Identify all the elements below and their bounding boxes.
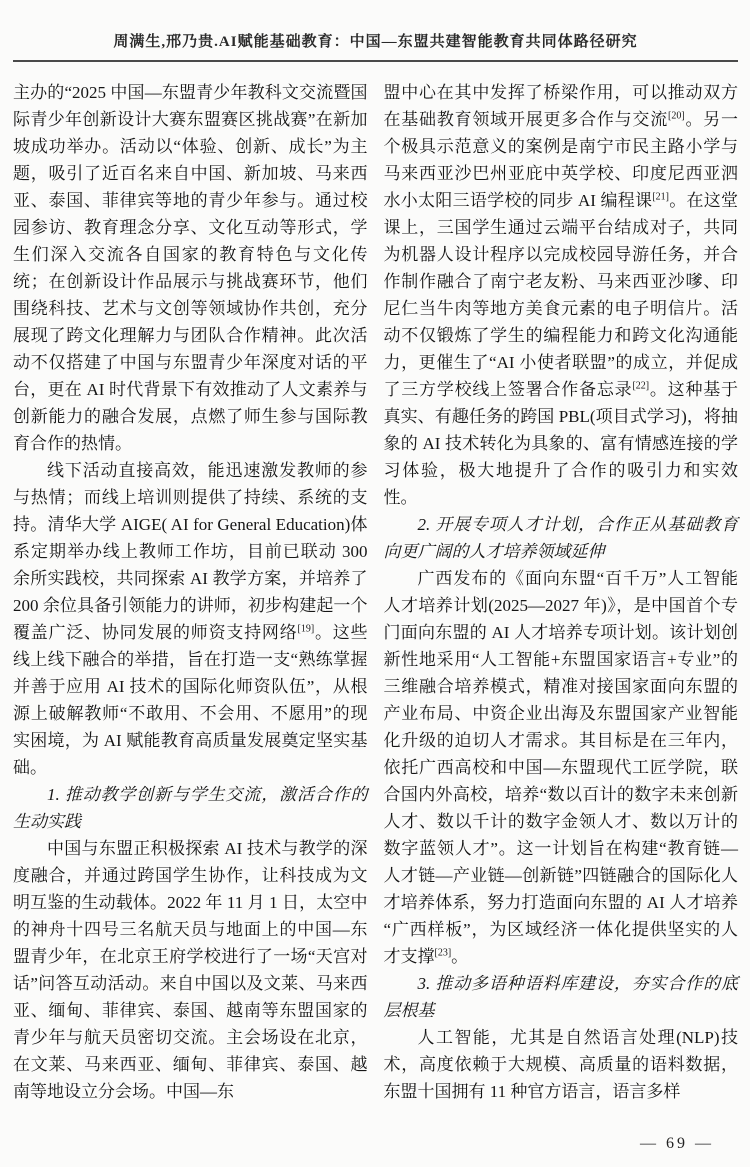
- paragraph-continuation: [13, 79, 368, 457]
- header-rule: [13, 60, 738, 62]
- text-run: 盟中心在其中发挥了桥梁作用，可以推动双方在基础教育领域开展更多合作与交流: [383, 83, 738, 129]
- text-run: 人工智能，尤其是自然语言处理(NLP)技术，高度依赖于大规模、高质量的语料数据，东盟十国拥有 11 种官方语言，语言多样: [383, 1028, 738, 1101]
- right-column: [384, 79, 739, 1105]
- text-run: 线下活动直接高效，能迅速激发教师的参与热情；而线上培训则提供了持续、系统的支持。清华大学 AIGE( AI for General Education)体系定期举办线上教师工作坊，目前已联动 300 余所实践校，共同探索 AI 教学方案，并培养了 200 余位具备引领能力的讲师，初步构建起一个覆盖广泛、协同发展的师资支持网络: [13, 461, 368, 642]
- citation-marker: [20]: [668, 110, 685, 122]
- paragraph: [384, 565, 739, 970]
- running-head-title: 周满生,邢乃贵.AI赋能基础教育：中国—东盟共建智能教育共同体路径研究: [113, 34, 638, 50]
- text-run: 。在这堂课上，三国学生通过云端平台结成对子，共同为机器人设计程序以完成校园导游任务，并合作制作融合了南宁老友粉、马来西亚沙嗲、印尼仁当牛肉等地方美食元素的电子明信片。活动不仅锻炼了学生的编程能力和跨文化沟通能力，更催生了“AI 小使者联盟”的成立，并促成了三方学校线上签署合作备忘录: [383, 191, 738, 399]
- text-run: 1. 推动教学创新与学生交流，激活合作的生动实践: [13, 785, 368, 831]
- text-run: 3. 推动多语种语料库建设，夯实合作的底层根基: [383, 974, 738, 1020]
- section-heading-2: [384, 511, 739, 565]
- text-run: 。: [451, 947, 469, 966]
- two-column-body: [13, 79, 738, 1105]
- text-run: 。另一个极具示范意义的案例是南宁市民主路小学与马来西亚沙巴州亚庇中英学校、印度尼西亚泗水小太阳三语学校的同步 AI 编程课: [383, 110, 739, 210]
- citation-marker: [19]: [297, 623, 315, 635]
- section-heading-1: [13, 781, 368, 835]
- text-run: 。这种基于真实、有趣任务的跨国 PBL(项目式学习)，将抽象的 AI 技术转化为具象的、富有情感连接的学习体验，极大地提升了合作的吸引力和实效性。: [383, 380, 739, 507]
- text-run: 。这些线上线下融合的举措，旨在打造一支“熟练掌握并善于应用 AI 技术的国际化师资队伍”，从根源上破解教师“不敢用、不会用、不愿用”的现实困境，为 AI 赋能教育高质量发展奠定坚实基础。: [13, 623, 368, 777]
- paragraph-continuation: [384, 79, 739, 511]
- citation-marker: [23]: [434, 947, 452, 959]
- page-number: — 69 —: [640, 1135, 714, 1152]
- paragraph: [13, 835, 368, 1105]
- paragraph: [384, 1024, 739, 1105]
- citation-marker: [22]: [632, 380, 650, 392]
- text-run: 中国与东盟正积极探索 AI 技术与教学的深度融合，并通过跨国学生协作，让科技成为文明互鉴的生动载体。2022 年 11 月 1 日，太空中的神舟十四号三名航天员与地面上的中国—东盟青少年，在北京王府学校进行了一场“天宫对话”问答互动活动。来自中国以及文莱、马来西亚、缅甸、菲律宾、泰国、越南等东盟国家的青少年与航天员密切交流。主会场设在北京，在文莱、马来西亚、缅甸、菲律宾、泰国、越南等地设立分会场。中国—东: [13, 839, 368, 1101]
- text-run: 广西发布的《面向东盟“百千万”人工智能人才培养计划(2025—2027 年)》，是中国首个专门面向东盟的 AI 人才培养专项计划。该计划创新性地采用“人工智能+东盟国家语言+专业”的三维融合培养模式，精准对接国家面向东盟的产业布局、中资企业出海及东盟国家产业智能化升级的迫切人才需求。其目标是在三年内，依托广西高校和中国—东盟现代工匠学院，联合国内外高校，培养“数以百计的数字未来创新人才、数以千计的数字金领人才、数以万计的数字蓝领人才”。这一计划旨在构建“教育链—人才链—产业链—创新链”四链融合的国际化人才培养体系，努力打造面向东盟的 AI 人才培养“广西样板”，为区域经济一体化提供坚实的人才支撑: [383, 569, 738, 966]
- section-heading-3: [384, 970, 739, 1024]
- text-run: 2. 开展专项人才计划，合作正从基础教育向更广阔的人才培养领域延伸: [383, 515, 738, 561]
- citation-marker: [21]: [652, 191, 669, 203]
- paragraph: [13, 457, 368, 781]
- left-column: [13, 79, 368, 1105]
- text-run: 主办的“2025 中国—东盟青少年教科文交流暨国际青少年创新设计大赛东盟赛区挑战赛”在新加坡成功举办。活动以“体验、创新、成长”为主题，吸引了近百名来自中国、新加坡、马来西亚、泰国、菲律宾等地的青少年参与。通过校园参访、教育理念分享、文化互动等形式，学生们深入交流各自国家的教育特色与文化传统；在创新设计作品展示与挑战赛环节，他们围绕科技、艺术与文创等领域协作共创，充分展现了跨文化理解力与团队合作精神。此次活动不仅搭建了中国与东盟青少年深度对话的平台，更在 AI 时代背景下有效推动了人文素养与创新能力的融合发展，点燃了师生参与国际教育合作的热情。: [13, 83, 368, 453]
